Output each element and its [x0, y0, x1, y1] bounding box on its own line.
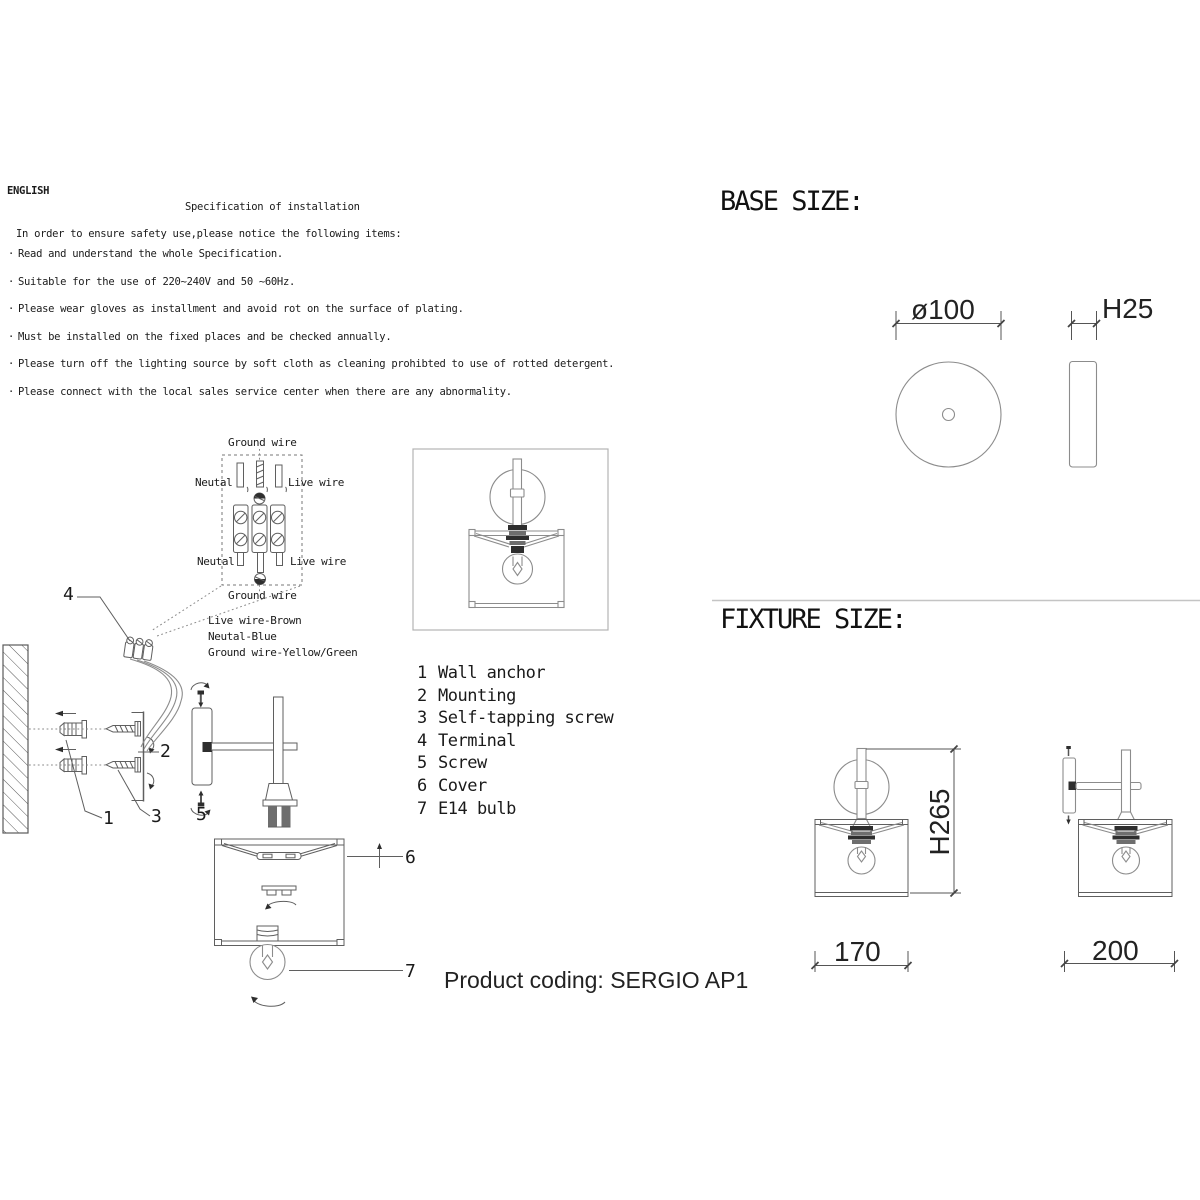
wire-color-legend-live: Live wire-Brown	[208, 614, 302, 627]
part-num: 2	[417, 685, 427, 706]
spec-bullet-text: Read and understand the whole Specification.	[18, 248, 283, 260]
live-wire-top-label: Live wire	[288, 476, 345, 489]
spec-bullet-text: Suitable for the use of 220~240V and 50 ~60Hz.	[18, 275, 295, 288]
part-num: 6	[417, 775, 427, 796]
part-label: Screw	[438, 753, 487, 773]
product-coding: Product coding: SERGIO AP1	[444, 967, 749, 993]
product-image	[413, 449, 608, 630]
callout-bulb: 7	[405, 961, 416, 982]
fixture-width-front-label: 170	[834, 936, 881, 967]
part-num: 4	[417, 730, 427, 751]
spec-bullet	[8, 358, 614, 370]
installation-diagram	[3, 597, 182, 833]
callout-self-tapping-screw: 3	[151, 806, 162, 827]
fixture-width-side-label: 200	[1092, 935, 1139, 966]
live-wire-bottom-label: Live wire	[290, 555, 347, 568]
language-label: ENGLISH	[7, 185, 50, 197]
callout-cover: 6	[405, 847, 416, 868]
callout-terminal: 4	[63, 584, 74, 605]
part-label: Terminal	[438, 730, 516, 751]
neutral-bottom-label: Neutal	[197, 555, 235, 568]
bullet-icon: ·	[8, 275, 15, 288]
neutral-top-label: Neutal	[195, 476, 233, 489]
spec-bullet	[8, 331, 391, 343]
wire-color-legend-ground: Ground wire-Yellow/Green	[208, 646, 358, 659]
part-num: 1	[417, 663, 427, 683]
callout-wall-anchor: 1	[103, 808, 114, 829]
base-height-label: H25	[1102, 293, 1154, 324]
part-label: Mounting	[438, 685, 516, 706]
base-size-drawing	[893, 311, 1101, 467]
spec-bullet	[8, 303, 464, 315]
bullet-icon: ·	[8, 303, 15, 315]
spec-bullet-text: Please wear gloves as installment and avoid rot on the surface of plating.	[18, 303, 464, 315]
base-size-title: BASE SIZE:	[720, 186, 863, 217]
part-label: E14 bulb	[438, 799, 516, 819]
wire-color-legend-neutral: Neutal-Blue	[208, 630, 277, 643]
part-label: Wall anchor	[438, 663, 546, 683]
part-num: 3	[417, 708, 427, 728]
fixture-size-title: FIXTURE SIZE:	[720, 604, 906, 635]
base-diameter-label: ø100	[911, 294, 975, 325]
ground-wire-top-label: Ground wire	[228, 436, 297, 449]
bullet-icon: ·	[8, 330, 15, 343]
bullet-icon: ·	[8, 358, 15, 370]
mounting-assembly	[191, 683, 297, 828]
spec-bullet-text: Must be installed on the fixed places and be checked annually.	[18, 330, 392, 343]
spec-intro: In order to ensure safety use,please notice the following items:	[16, 228, 402, 240]
part-num: 7	[417, 799, 427, 819]
spec-bullet	[8, 248, 283, 260]
spec-bullet	[8, 386, 512, 398]
bullet-icon: ·	[8, 385, 15, 398]
spec-bullet-text: Please turn off the lighting source by soft cloth as cleaning prohibted to use of rotted detergent.	[18, 358, 615, 370]
cover-shade	[215, 839, 404, 1006]
part-label: Cover	[438, 775, 487, 796]
spec-bullet	[8, 276, 295, 288]
spec-sheet-page: ENGLISH Specification of installation In order to ensure safety use,please notice the following items: · Read and understand the whole Specification. · Suitable for the use of 220~240V and 50 ~60Hz. · Please wear gloves as installment and avoid rot on the surface of plating. · Must be installed on the fixed places and be checked annually. · Please turn off the lighting source by soft cloth as cleaning prohibted to use of rotted detergent. · Please connect with the local sales service center when there are any abnormality. Ground wire Neutal Live wire Neutal Live wire Ground wire Live wire-Brown Neutal-Blue Ground wire-Yellow/Green 4 2 1 3 5 6 7 1 Wall anchor 2 Mounting 3 Self-tapping screw 4 Terminal 5 Screw 6 Cover 7 E14 bulb BASE SIZE: ø100 H25 FIXTURE SIZE: H265 170 200 Product coding: SERGIO AP1	[0, 0, 1200, 1200]
bullet-icon: ·	[8, 248, 15, 260]
spec-bullet-text: Please connect with the local sales service center when there are any abnormality.	[18, 385, 512, 398]
part-label: Self-tapping screw	[438, 708, 614, 728]
spec-title: Specification of installation	[185, 201, 360, 213]
part-num: 5	[417, 753, 427, 773]
callout-screw: 5	[196, 804, 207, 825]
ground-wire-bottom-label: Ground wire	[228, 589, 297, 602]
callout-mounting: 2	[160, 741, 171, 762]
